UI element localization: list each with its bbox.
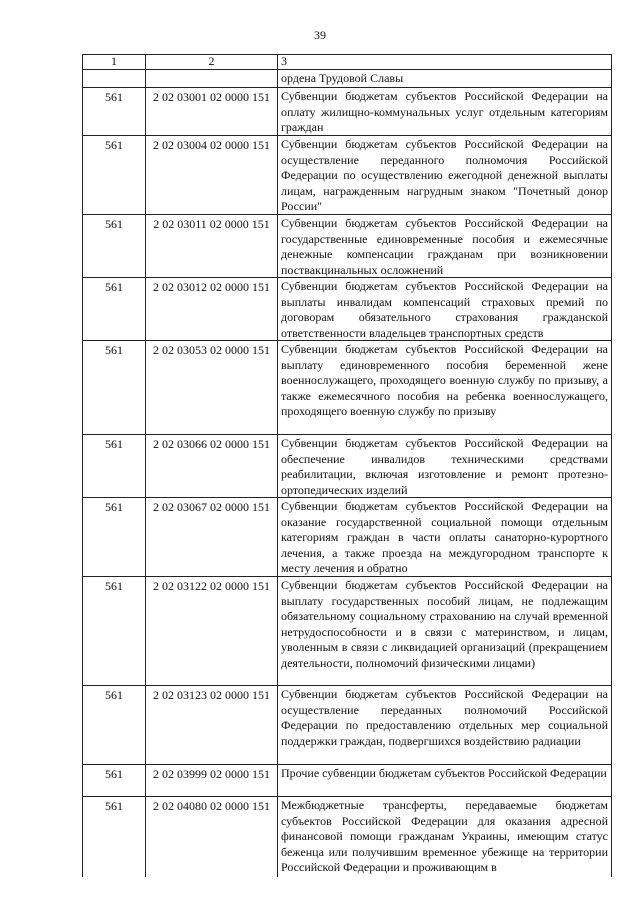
page-number: 39 [314, 28, 326, 42]
revenue-code: 2 02 03066 02 0000 151 [146, 435, 278, 497]
table-row [83, 278, 611, 341]
admin-code: 561 [83, 686, 146, 764]
table-row [83, 498, 611, 577]
admin-code: 561 [83, 215, 146, 277]
table-header-row [83, 55, 611, 70]
revenue-code: 2 02 04080 02 0000 151 [146, 797, 278, 877]
header-col-3: 3 [281, 54, 287, 68]
admin-code: 561 [83, 88, 146, 135]
revenue-code: 2 02 03004 02 0000 151 [146, 136, 278, 214]
admin-code: 561 [83, 765, 146, 796]
continuation-row [83, 70, 611, 88]
revenue-description: Субвенции бюджетам субъектов Российской Федерации на выплаты инвалидам компенсаций страховых премий по договорам обязательного страхования гражданской ответственности владельцев транспортных средств [281, 279, 608, 340]
header-col-2: 2 [146, 55, 278, 69]
revenue-code: 2 02 03001 02 0000 151 [146, 88, 278, 135]
revenue-code: 2 02 03053 02 0000 151 [146, 341, 278, 434]
revenue-description: Субвенции бюджетам субъектов Российской Федерации на оплату жилищно-коммунальных услуг отдельным категориям граждан [281, 89, 608, 134]
table-row [83, 136, 611, 215]
admin-code: 561 [83, 498, 146, 576]
table-row [83, 88, 611, 136]
revenue-description: Субвенции бюджетам субъектов Российской Федерации на осуществление переданных полномочий Российской Федерации по предоставлению отдельных мер социальной поддержки граждан, подвергшихся воздействию радиации [281, 687, 608, 748]
table-row [83, 765, 611, 797]
table-row [83, 215, 611, 278]
revenue-description: Субвенции бюджетам субъектов Российской Федерации на осуществление переданного полномочия Российской Федерации по осуществлению ежегодной денежной выплаты лицам, награжденным нагрудным знаком "Почетный донор России" [281, 137, 608, 213]
revenue-code: 2 02 03122 02 0000 151 [146, 577, 278, 685]
table-row [83, 577, 611, 686]
revenue-description: Субвенции бюджетам субъектов Российской Федерации на выплату единовременного пособия беременной жене военнослужащего, проходящего военную службу по призыву, а также ежемесячного пособия на ребенка военнослужащего, проходящего военную службу по призыву [281, 342, 608, 418]
admin-code: 561 [83, 797, 146, 877]
revenue-description: Прочие субвенции бюджетам субъектов Российской Федерации [281, 766, 607, 780]
table-row [83, 341, 611, 435]
admin-code: 561 [83, 341, 146, 434]
revenue-code: 2 02 03067 02 0000 151 [146, 498, 278, 576]
admin-code: 561 [83, 435, 146, 497]
revenue-description: Субвенции бюджетам субъектов Российской Федерации на оказание государственной социальной помощи отдельным категориям граждан в части оплаты санаторно-курортного лечения, а также проезда на междугородном транспорте к месту лечения и обратно [281, 499, 608, 575]
admin-code: 561 [83, 278, 146, 340]
table-row [83, 797, 611, 877]
revenue-description: Межбюджетные трансферты, передаваемые бюджетам субъектов Российской Федерации для оказания адресной финансовой помощи гражданам Украины, имеющим статус беженца или получившим временное убежище на территории Российской Федерации и проживающим в [281, 798, 608, 874]
header-col-1: 1 [83, 55, 146, 69]
revenue-code: 2 02 03999 02 0000 151 [146, 765, 278, 796]
admin-code: 561 [83, 577, 146, 685]
admin-code: 561 [83, 136, 146, 214]
revenue-code: 2 02 03012 02 0000 151 [146, 278, 278, 340]
table-row [83, 686, 611, 765]
budget-codes-table [82, 54, 612, 877]
table-row [83, 435, 611, 498]
revenue-description: Субвенции бюджетам субъектов Российской Федерации на обеспечение инвалидов техническими средствами реабилитации, включая изготовление и ремонт протезно-ортопедических изделий [281, 436, 608, 497]
revenue-code: 2 02 03011 02 0000 151 [146, 215, 278, 277]
continuation-text: ордена Трудовой Славы [281, 71, 404, 85]
revenue-code: 2 02 03123 02 0000 151 [146, 686, 278, 764]
revenue-description: Субвенции бюджетам субъектов Российской Федерации на государственные единовременные пособия и ежемесячные денежные компенсации гражданам при возникновении поствакцинальных осложнений [281, 216, 608, 277]
revenue-description: Субвенции бюджетам субъектов Российской Федерации на выплату государственных пособий лицам, не подлежащим обязательному социальному страхованию на случай временной нетрудоспособности и в связи с материнством, и лицам, уволенным в связи с ликвидацией организаций (прекращением деятельности, полномочий физическими лицами) [281, 578, 608, 670]
